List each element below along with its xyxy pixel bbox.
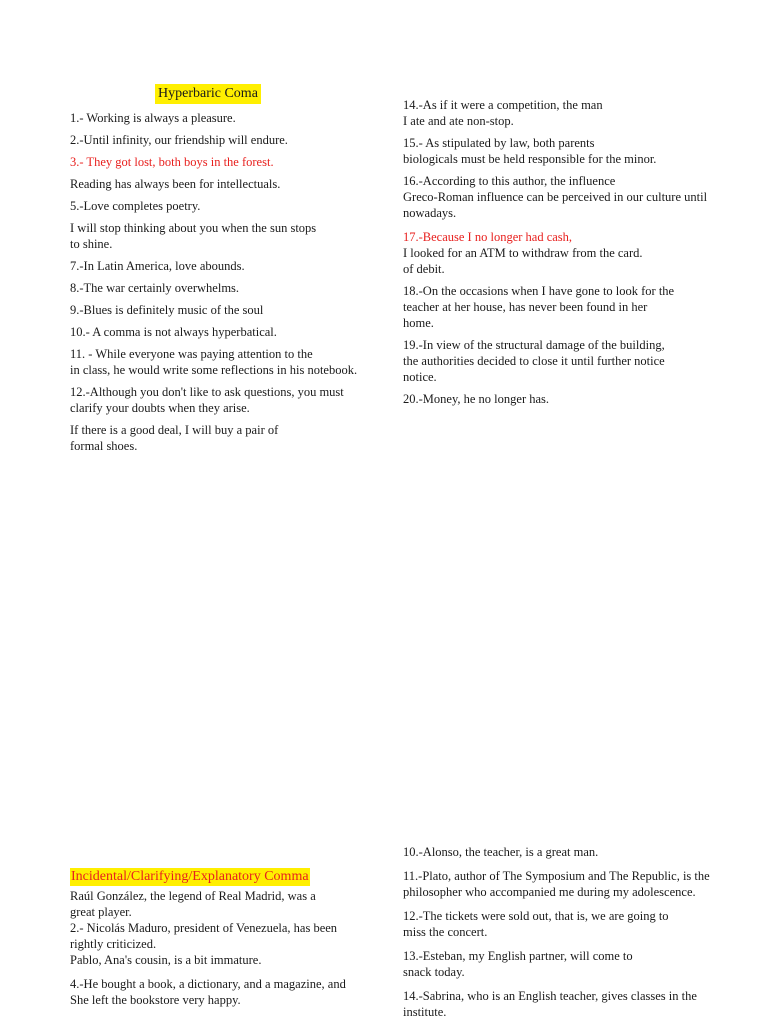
list-item: 11. - While everyone was paying attention to the in class, he would write some reflections in his notebook. — [70, 347, 358, 377]
list-item: Pablo, Ana's cousin, is a bit immature. — [70, 953, 262, 967]
list-item: 8.-The war certainly overwhelms. — [70, 281, 240, 295]
incidental-heading: Incidental/Clarifying/Explanatory Comma — [71, 869, 309, 884]
list-item: I will stop thinking about you when the sun stops to shine. — [70, 221, 317, 251]
list-item: 14.-Sabrina, who is an English teacher, gives classes in the institute. — [403, 989, 697, 1019]
list-item: 14.-As if it were a competition, the man I ate and ate non-stop. — [403, 98, 603, 128]
list-item-highlighted: 3.- They got lost, both boys in the forest. — [70, 155, 274, 169]
list-item: 7.-In Latin America, love abounds. — [70, 259, 245, 273]
incidental-left-column — [70, 868, 385, 1008]
list-item: 10.-Alonso, the teacher, is a great man. — [403, 845, 599, 859]
list-item: Reading has always been for intellectuals. — [70, 177, 281, 191]
list-item: 2.- Nicolás Maduro, president of Venezuela, has been rightly criticized. — [70, 921, 338, 951]
list-item: 20.-Money, he no longer has. — [403, 392, 550, 406]
list-item-highlighted: 17.-Because I no longer had cash, — [403, 230, 573, 244]
list-item: 12.-Although you don't like to ask questions, you must clarify your doubts when they arise. — [70, 385, 344, 415]
hyperbaric-heading: Hyperbaric Coma — [155, 84, 261, 104]
list-item: 15.- As stipulated by law, both parents biologicals must be held responsible for the minor. — [403, 136, 657, 166]
list-item: 9.-Blues is definitely music of the soul — [70, 303, 264, 317]
incidental-right-column — [403, 844, 748, 1020]
list-item: 11.-Plato, author of The Symposium and The Republic, is the philosopher who accompanied me during my adolescence. — [403, 869, 710, 899]
list-item: 1.- Working is always a pleasure. — [70, 111, 236, 125]
list-item: 10.- A comma is not always hyperbatical. — [70, 325, 277, 339]
list-item: 16.-According to this author, the influence Greco-Roman influence can be perceived in our culture until nowadays. — [403, 174, 708, 220]
list-item: If there is a good deal, I will buy a pair of formal shoes. — [70, 423, 279, 453]
list-item: Raúl González, the legend of Real Madrid, was a great player. — [70, 889, 316, 919]
list-item: 12.-The tickets were sold out, that is, we are going to miss the concert. — [403, 909, 669, 939]
list-item: 2.-Until infinity, our friendship will endure. — [70, 133, 288, 147]
list-item: 4.-He bought a book, a dictionary, and a magazine, and She left the bookstore very happy. — [70, 977, 346, 1007]
list-item: 5.-Love completes poetry. — [70, 199, 201, 213]
list-item: 19.-In view of the structural damage of the building, the authorities decided to close it until further notice notice. — [403, 338, 665, 384]
hyperbaric-right-column — [403, 97, 733, 407]
list-item: 18.-On the occasions when I have gone to look for the teacher at her house, has never been found in her home. — [403, 284, 675, 330]
list-item: I looked for an ATM to withdraw from the card. of debit. — [403, 246, 643, 276]
hyperbaric-left-column — [70, 84, 382, 454]
list-item: 13.-Esteban, my English partner, will come to snack today. — [403, 949, 633, 979]
